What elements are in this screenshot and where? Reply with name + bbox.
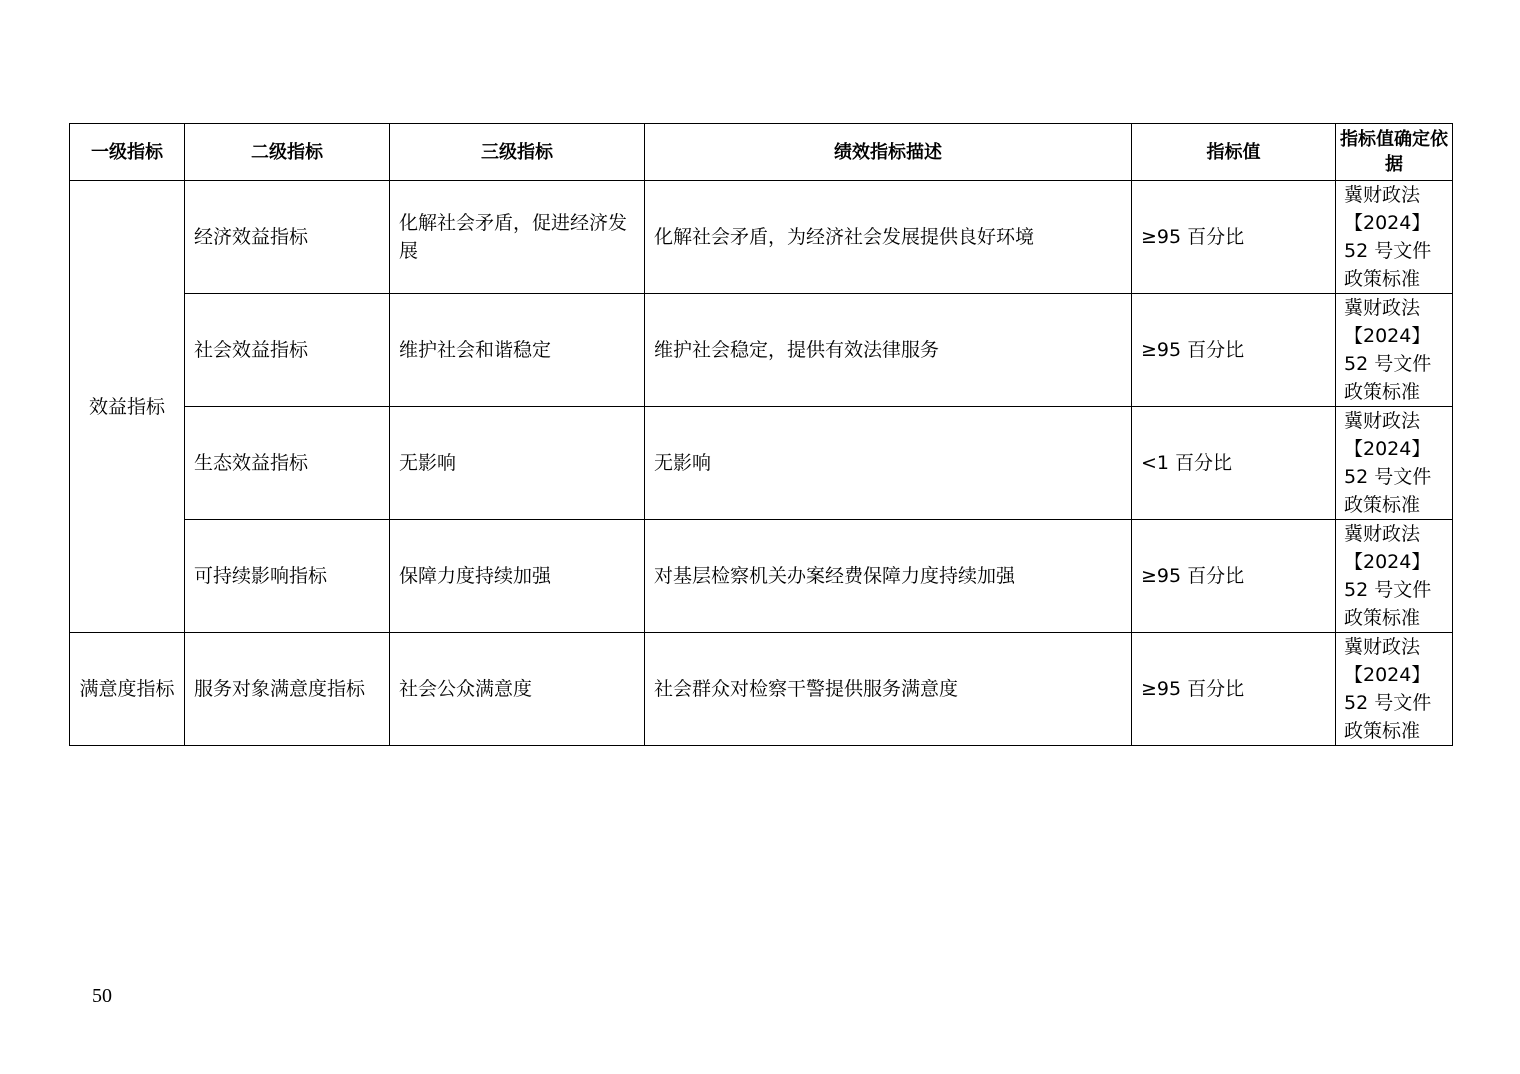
basis-cell — [1336, 407, 1453, 520]
level3-cell: 维护社会和谐稳定 — [390, 294, 645, 407]
basis-line: 冀财政法 — [1344, 184, 1421, 206]
table-row — [70, 520, 1453, 633]
level1-cell: 效益指标 — [70, 181, 185, 633]
header-value: 指标值 — [1132, 124, 1336, 181]
basis-line: 52 号文件 — [1344, 466, 1432, 488]
level3-cell: 保障力度持续加强 — [390, 520, 645, 633]
table-row — [70, 633, 1453, 746]
header-description: 绩效指标描述 — [645, 124, 1132, 181]
basis-line: 冀财政法 — [1344, 636, 1421, 658]
basis-line: 政策标准 — [1344, 607, 1421, 629]
level2-cell: 经济效益指标 — [185, 181, 390, 294]
table-row — [70, 294, 1453, 407]
level3-cell: 化解社会矛盾，促进经济发展 — [390, 181, 645, 294]
basis-cell — [1336, 520, 1453, 633]
performance-indicator-table — [69, 123, 1453, 746]
level2-cell: 可持续影响指标 — [185, 520, 390, 633]
basis-line: 52 号文件 — [1344, 240, 1432, 262]
value-cell: ≥95 百分比 — [1132, 633, 1336, 746]
basis-cell — [1336, 181, 1453, 294]
description-cell: 无影响 — [645, 407, 1132, 520]
basis-line: 政策标准 — [1344, 720, 1421, 742]
table-header-row — [70, 124, 1453, 181]
header-basis: 指标值确定依据 — [1336, 124, 1453, 181]
description-cell: 化解社会矛盾，为经济社会发展提供良好环境 — [645, 181, 1132, 294]
basis-line: 【2024】 — [1344, 551, 1431, 573]
level1-cell: 满意度指标 — [70, 633, 185, 746]
basis-line: 52 号文件 — [1344, 579, 1432, 601]
basis-line: 【2024】 — [1344, 438, 1431, 460]
level2-cell: 服务对象满意度指标 — [185, 633, 390, 746]
basis-cell — [1336, 294, 1453, 407]
value-cell: ≥95 百分比 — [1132, 181, 1336, 294]
description-cell: 社会群众对检察干警提供服务满意度 — [645, 633, 1132, 746]
description-cell: 维护社会稳定，提供有效法律服务 — [645, 294, 1132, 407]
basis-line: 冀财政法 — [1344, 410, 1421, 432]
value-cell: ≥95 百分比 — [1132, 520, 1336, 633]
level2-cell: 生态效益指标 — [185, 407, 390, 520]
level3-cell: 无影响 — [390, 407, 645, 520]
basis-line: 【2024】 — [1344, 212, 1431, 234]
basis-line: 政策标准 — [1344, 381, 1421, 403]
description-cell: 对基层检察机关办案经费保障力度持续加强 — [645, 520, 1132, 633]
header-level2: 二级指标 — [185, 124, 390, 181]
header-level1: 一级指标 — [70, 124, 185, 181]
basis-line: 【2024】 — [1344, 325, 1431, 347]
level2-cell: 社会效益指标 — [185, 294, 390, 407]
basis-line: 【2024】 — [1344, 664, 1431, 686]
basis-cell — [1336, 633, 1453, 746]
basis-line: 冀财政法 — [1344, 297, 1421, 319]
page-number: 50 — [92, 985, 112, 1007]
value-cell: <1 百分比 — [1132, 407, 1336, 520]
basis-line: 政策标准 — [1344, 268, 1421, 290]
level3-cell: 社会公众满意度 — [390, 633, 645, 746]
table-row — [70, 181, 1453, 294]
header-level3: 三级指标 — [390, 124, 645, 181]
basis-line: 冀财政法 — [1344, 523, 1421, 545]
value-cell: ≥95 百分比 — [1132, 294, 1336, 407]
table-row — [70, 407, 1453, 520]
basis-line: 52 号文件 — [1344, 353, 1432, 375]
basis-line: 52 号文件 — [1344, 692, 1432, 714]
basis-line: 政策标准 — [1344, 494, 1421, 516]
